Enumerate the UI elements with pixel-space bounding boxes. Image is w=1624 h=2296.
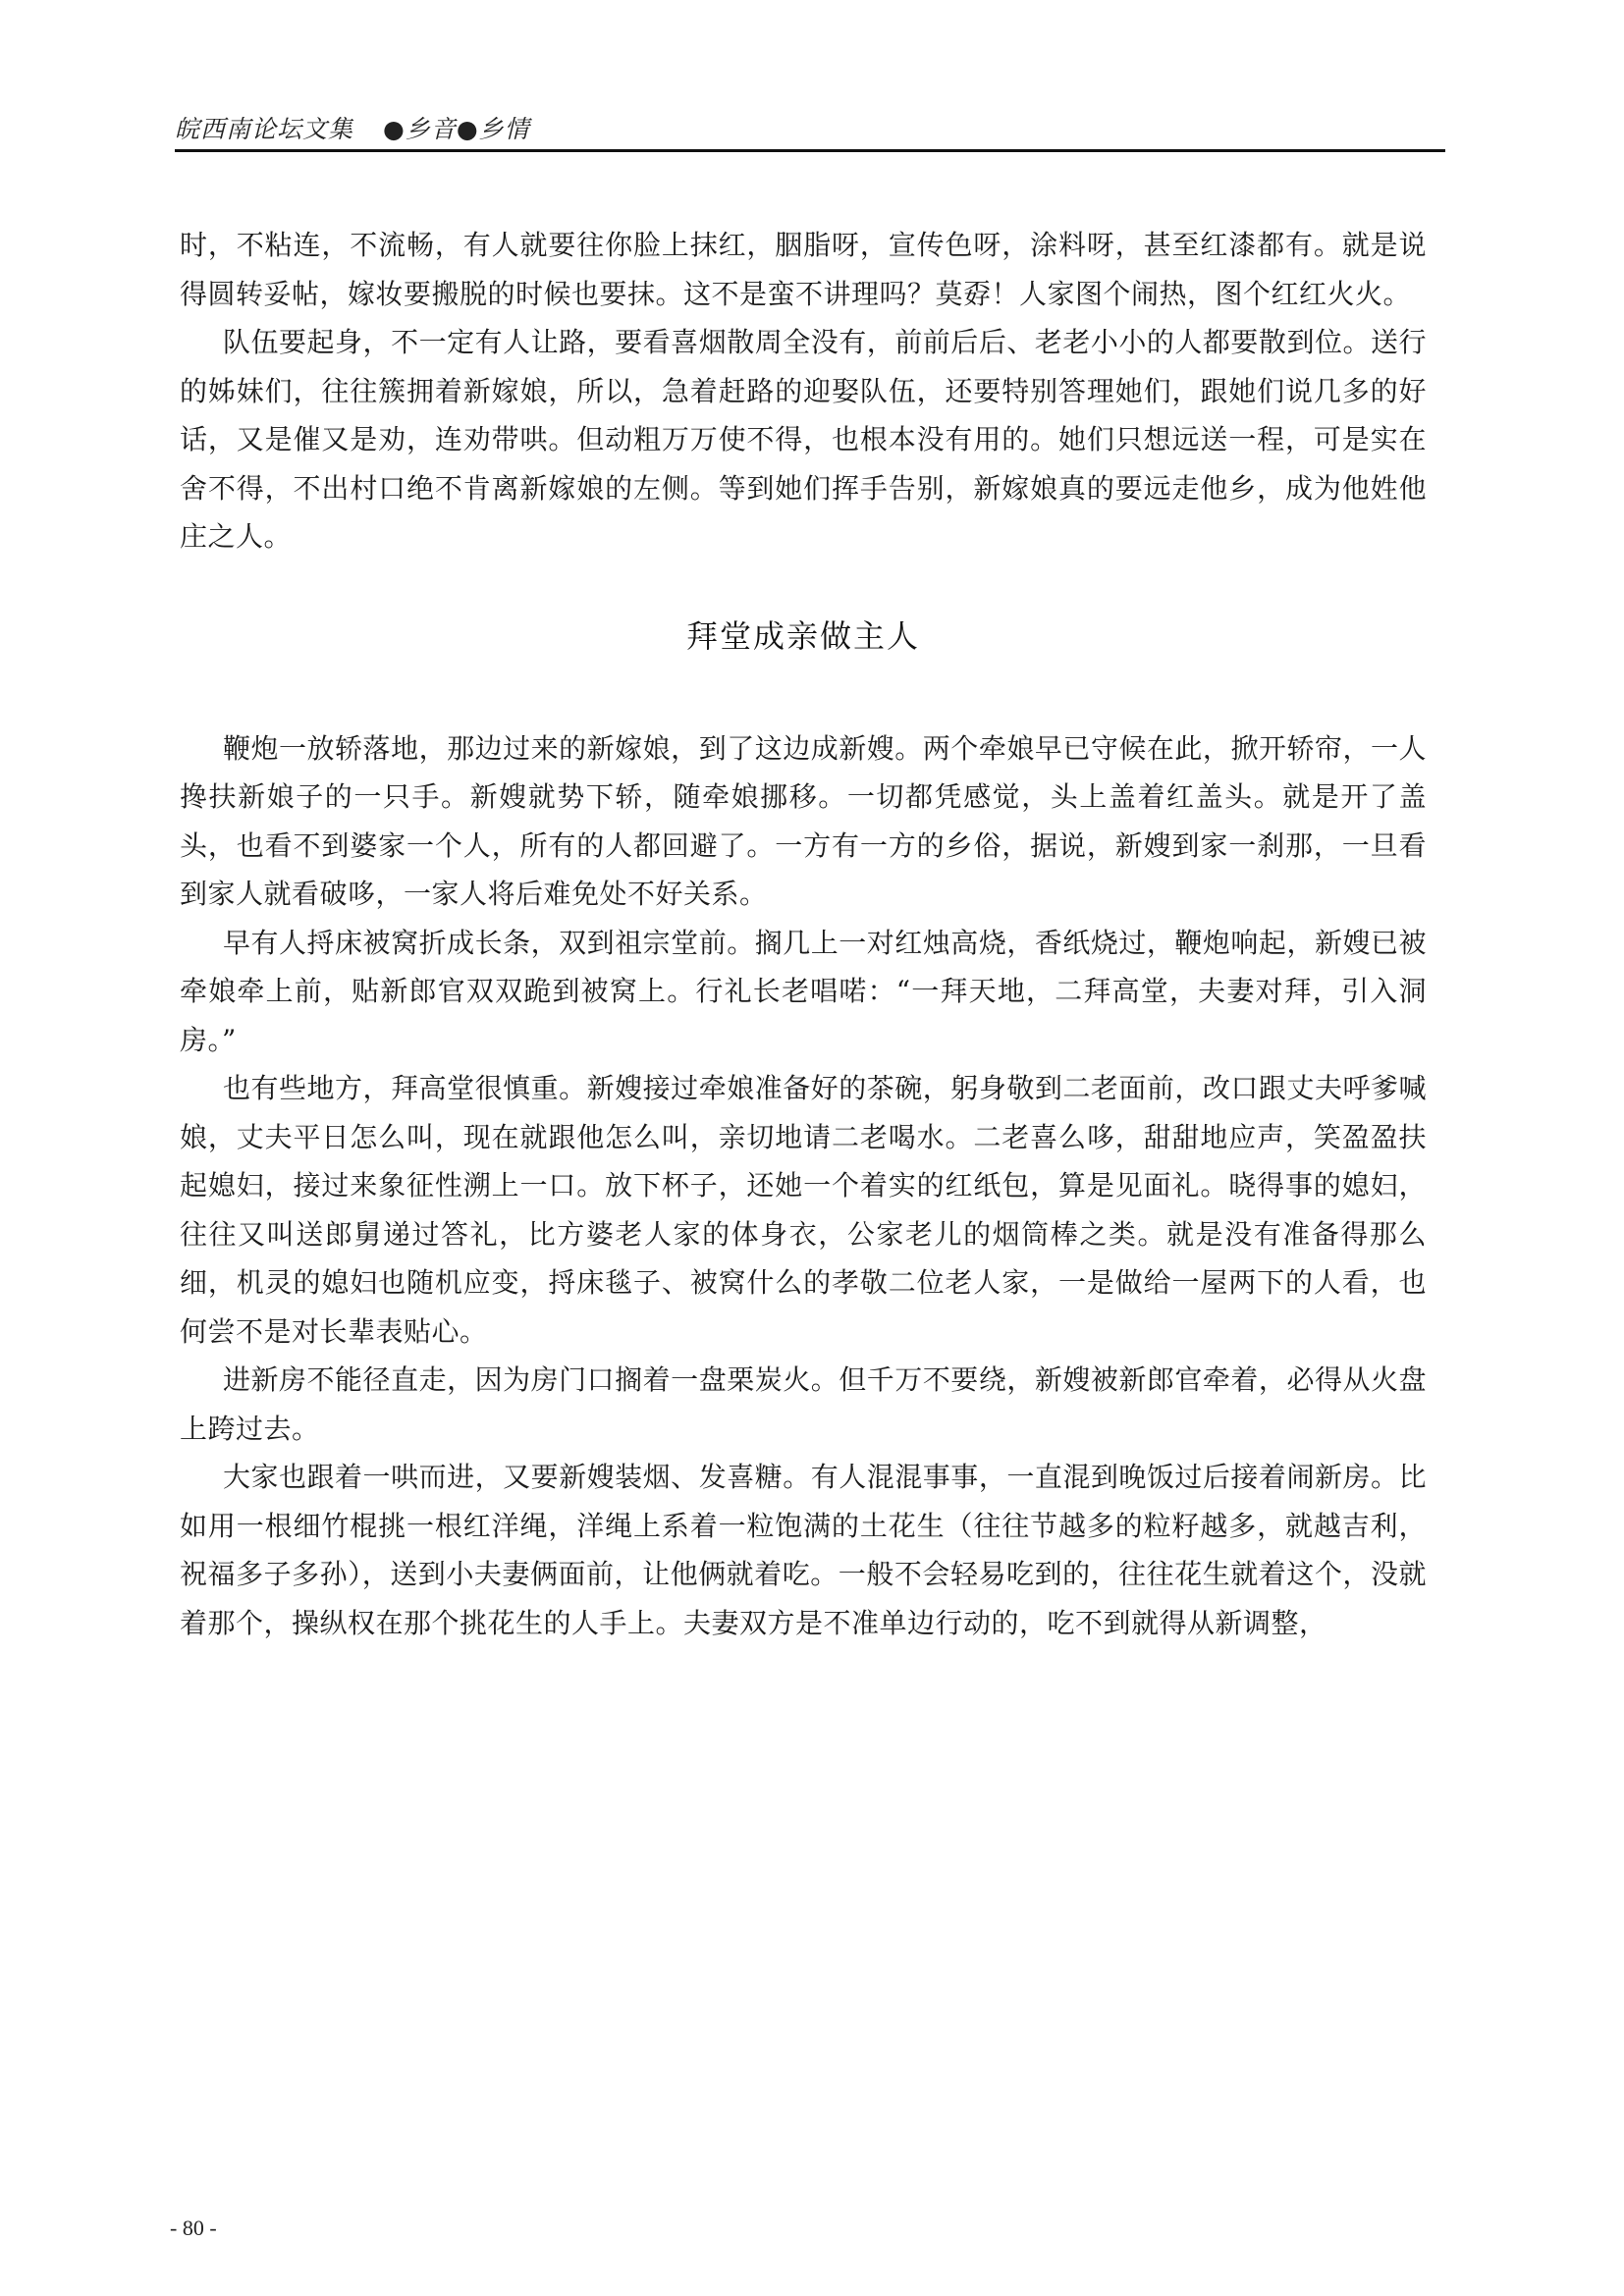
section-label: ●乡音●乡情 [383, 115, 530, 143]
paragraph: 早有人捋床被窝折成长条，双到祖宗堂前。搁几上一对红烛高烧，香纸烧过，鞭炮响起，新嫂已被牵娘牵上前，贴新郎官双双跪到被窝上。行礼长老唱喏：“一拜天地，二拜高堂，夫妻对拜，引入洞房。” [180, 926, 1427, 1056]
header-rule [175, 149, 1445, 152]
page-number: - 80 - [170, 2216, 217, 2240]
paragraph: 队伍要起身，不一定有人让路，要看喜烟散周全没有，前前后后、老老小小的人都要散到位。送行的姊妹们，往往簇拥着新嫁娘，所以，急着赶路的迎娶队伍，还要特别答理她们，跟她们说几多的好话，又是催又是劝，连劝带哄。但动粗万万使不得，也根本没有用的。她们只想远送一程，可是实在舍不得，不出村口绝不肯离新嫁娘的左侧。等到她们挥手告别，新嫁娘真的要远走他乡，成为他姓他庄之人。 [180, 326, 1427, 553]
section-heading: 拜堂成亲做主人 [685, 616, 920, 655]
page-body [180, 221, 1427, 1647]
book-title: 皖西南论坛文集 [175, 115, 354, 143]
paragraph: 鞭炮一放轿落地，那边过来的新嫁娘，到了这边成新嫂。两个牵娘早已守候在此，掀开轿帘，一人搀扶新娘子的一只手。新嫂就势下轿，随牵娘挪移。一切都凭感觉，头上盖着红盖头。就是开了盖头，也看不到婆家一个人，所有的人都回避了。一方有一方的乡俗，据说，新嫂到家一刹那，一旦看到家人就看破哆，一家人将后难免处不好关系。 [180, 731, 1427, 910]
running-header [175, 110, 1445, 149]
paragraph: 大家也跟着一哄而进，又要新嫂装烟、发喜糖。有人混混事事，一直混到晚饭过后接着闹新房。比如用一根细竹棍挑一根红洋绳，洋绳上系着一粒饱满的土花生（往往节越多的粒籽越多，就越吉利，祝福多子多孙），送到小夫妻俩面前，让他俩就着吃。一般不会轻易吃到的，往往花生就着这个，没就着那个，操纵权在那个挑花生的人手上。夫妻双方是不准单边行动的，吃不到就得从新调整， [180, 1461, 1427, 1639]
paragraph: 时，不粘连，不流畅，有人就要往你脸上抹红，胭脂呀，宣传色呀，涂料呀，甚至红漆都有。就是说得圆转妥帖，嫁妆要搬脱的时候也要抹。这不是蛮不讲理吗？莫孬！人家图个闹热，图个红红火火。 [180, 229, 1427, 310]
paragraph: 进新房不能径直走，因为房门口搁着一盘栗炭火。但千万不要绕，新嫂被新郎官牵着，必得从火盘上跨过去。 [180, 1363, 1427, 1445]
paragraph: 也有些地方，拜高堂很慎重。新嫂接过牵娘准备好的茶碗，躬身敬到二老面前，改口跟丈夫呼爹喊娘，丈夫平日怎么叫，现在就跟他怎么叫，亲切地请二老喝水。二老喜么哆，甜甜地应声，笑盈盈扶起媳妇，接过来象征性溯上一口。放下杯子，还她一个着实的红纸包，算是见面礼。晓得事的媳妇，往往又叫送郎舅递过答礼，比方婆老人家的体身衣，公家老儿的烟筒棒之类。就是没有准备得那么细，机灵的媳妇也随机应变，捋床毯子、被窝什么的孝敬二位老人家，一是做给一屋两下的人看，也何尝不是对长辈表贴心。 [180, 1072, 1427, 1348]
